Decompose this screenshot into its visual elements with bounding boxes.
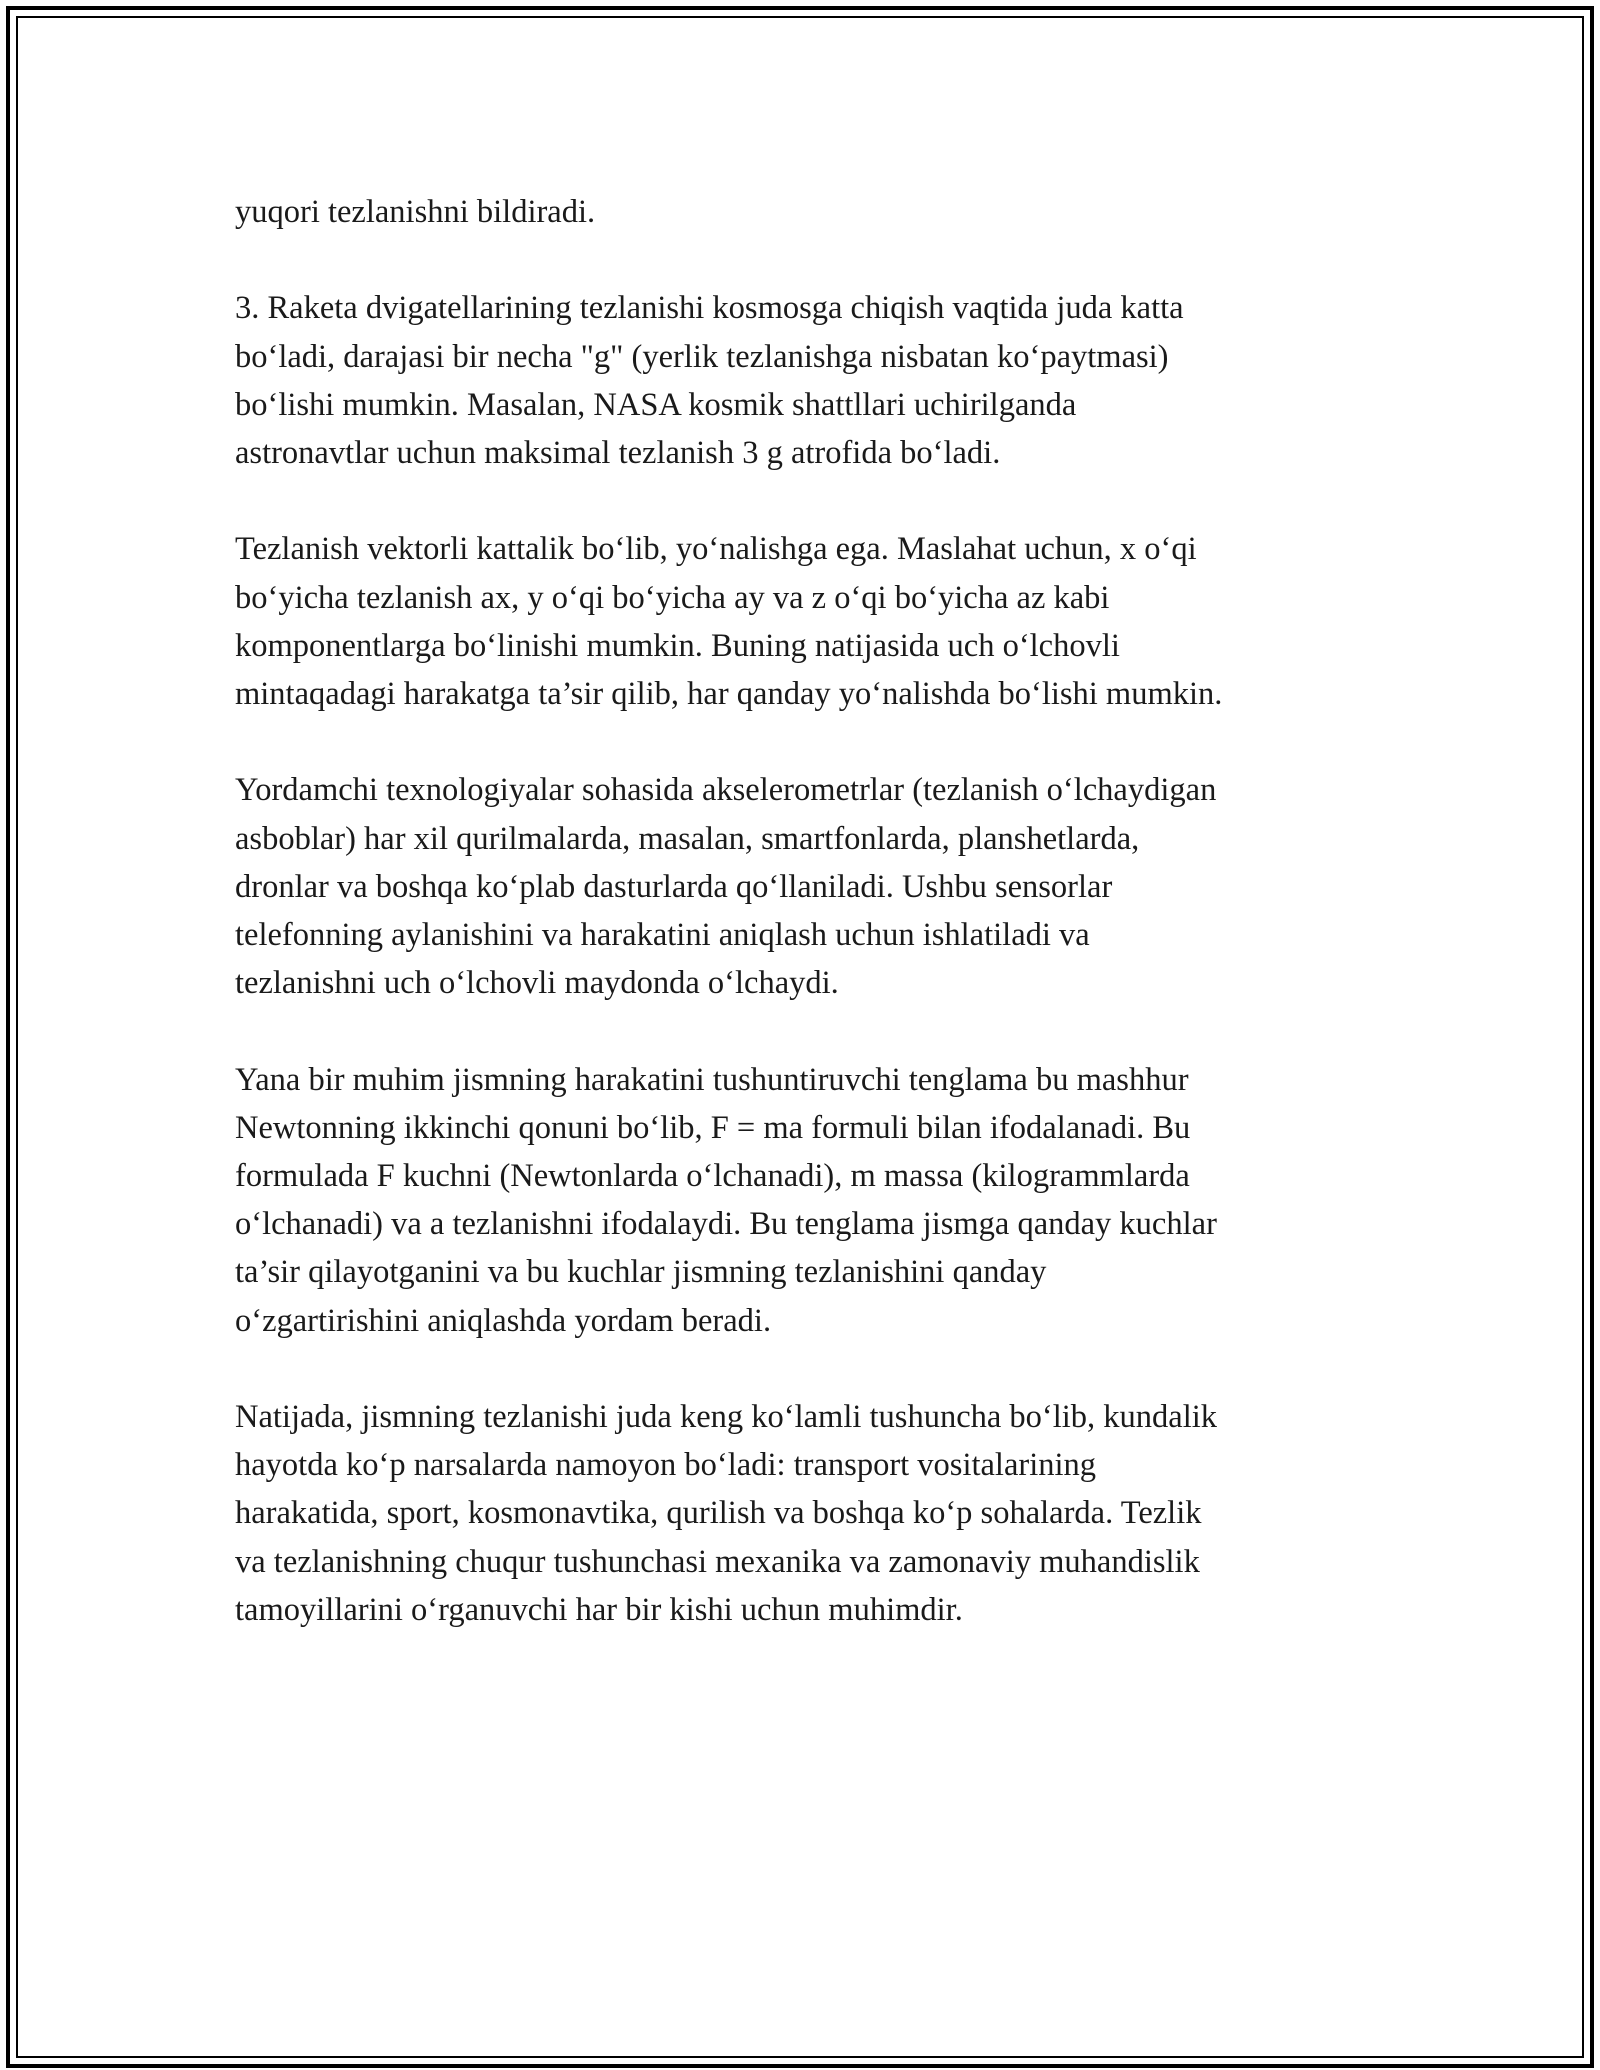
text-line: astronavtlar uchun maksimal tezlanish 3 g atrofida bo‘ladi. (235, 435, 1001, 471)
text-line: bo‘yicha tezlanish ax, y o‘qi bo‘yicha ay va z o‘qi bo‘yicha az kabi (235, 579, 1110, 616)
text-line: asboblar) har xil qurilmalarda, masalan, smartfonlarda, planshetlarda, (235, 820, 1140, 857)
paragraph (235, 1393, 1365, 1634)
paragraph (235, 525, 1365, 718)
document-body (235, 188, 1365, 1682)
text-line: o‘zgartirishini aniqlashda yordam beradi. (235, 1302, 772, 1339)
text-line: mintaqadagi harakatga ta’sir qilib, har qanday yo‘nalishda bo‘lishi mumkin. (235, 676, 1223, 712)
text-line: va tezlanishning chuqur tushunchasi mexanika va zamonaviy muhandislik (235, 1543, 1200, 1580)
paragraph (235, 766, 1365, 1007)
text-line: formulada F kuchni (Newtonlarda o‘lchanadi), m massa (kilogrammlarda (235, 1158, 1190, 1194)
text-line: Natijada, jismning tezlanishi juda keng ko‘lamli tushuncha bo‘lib, kundalik (235, 1399, 1218, 1435)
paragraph (235, 188, 1365, 236)
paragraph (235, 1056, 1365, 1345)
text-line: tezlanishni uch o‘lchovli maydonda o‘lchaydi. (235, 965, 839, 1002)
text-line: Newtonning ikkinchi qonuni bo‘lib, F = ma formuli bilan ifodalanadi. Bu (235, 1109, 1191, 1146)
text-line: harakatida, sport, kosmonavtika, qurilish va boshqa ko‘p sohalarda. Tezlik (235, 1495, 1202, 1532)
text-line: ta’sir qilayotganini va bu kuchlar jismning tezlanishini qanday (235, 1254, 1047, 1291)
text-line: 3. Raketa dvigatellarining tezlanishi kosmosga chiqish vaqtida juda katta (235, 290, 1184, 327)
text-line: telefonning aylanishini va harakatini aniqlash uchun ishlatiladi va (235, 917, 1090, 953)
text-line: dronlar va boshqa ko‘plab dasturlarda qo‘llaniladi. Ushbu sensorlar (235, 868, 1113, 905)
paragraph (235, 284, 1365, 477)
text-line: bo‘lishi mumkin. Masalan, NASA kosmik shattllari uchirilganda (235, 386, 1077, 423)
text-line: komponentlarga bo‘linishi mumkin. Buning natijasida uch o‘lchovli (235, 627, 1120, 664)
text-line: tamoyillarini o‘rganuvchi har bir kishi uchun muhimdir. (235, 1591, 963, 1628)
text-line: Tezlanish vektorli kattalik bo‘lib, yo‘nalishga ega. Maslahat uchun, x o‘qi (235, 531, 1197, 568)
text-line: yuqori tezlanishni bildiradi. (235, 194, 596, 230)
text-line: bo‘ladi, darajasi bir necha "g" (yerlik tezlanishga nisbatan ko‘paytmasi) (235, 338, 1169, 375)
text-line: o‘lchanadi) va a tezlanishni ifodalaydi. Bu tenglama jismga qanday kuchlar (235, 1206, 1217, 1243)
text-line: hayotda ko‘p narsalarda namoyon bo‘ladi: transport vositalarining (235, 1447, 1097, 1484)
text-line: Yordamchi texnologiyalar sohasida akselerometrlar (tezlanish o‘lchaydigan (235, 772, 1217, 809)
text-line: Yana bir muhim jismning harakatini tushuntiruvchi tenglama bu mashhur (235, 1061, 1189, 1098)
